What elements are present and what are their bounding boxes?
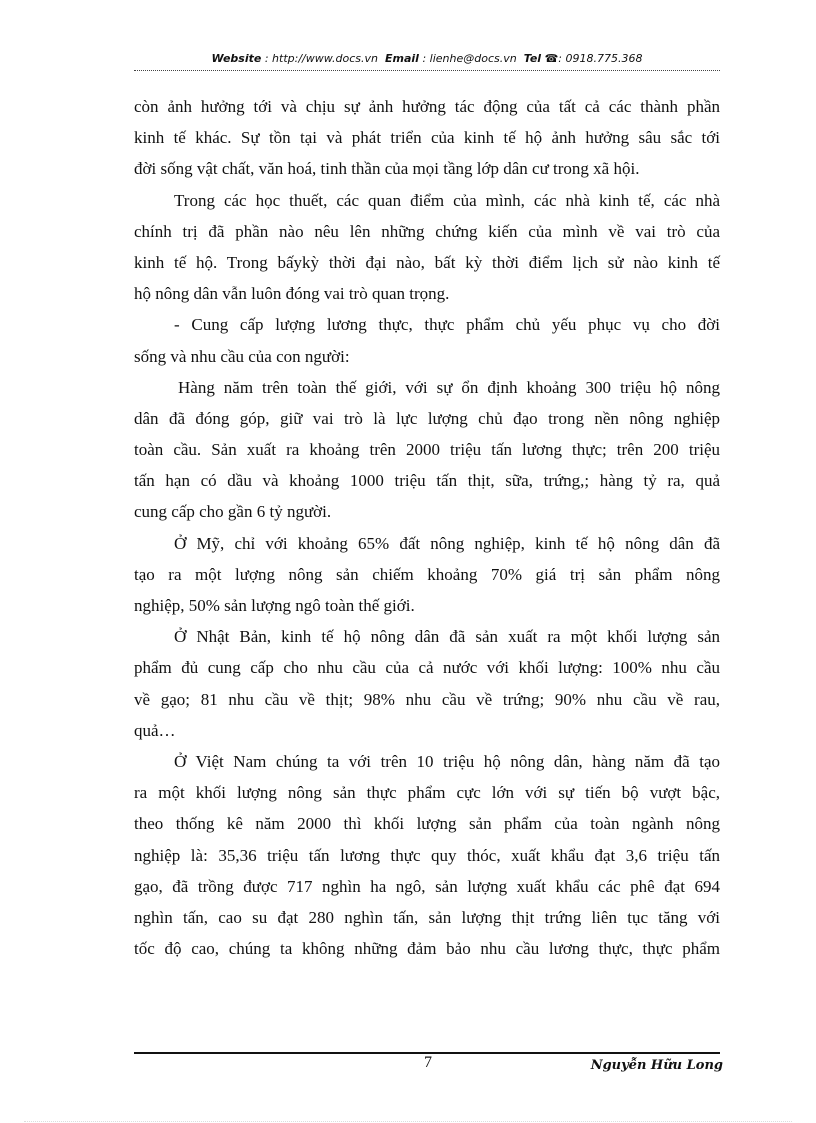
header-divider xyxy=(134,70,720,71)
body-line: nghiệp là: 35,36 triệu tấn lương thực quy thóc, xuất khẩu đạt 3,6 triệu tấn xyxy=(134,845,720,865)
website-label: Website xyxy=(211,52,262,65)
body-line: gạo, đã trồng được 717 nghìn ha ngô, sản lượng xuất khẩu các phê đạt 694 xyxy=(134,876,720,896)
body-line: Ở Mỹ, chỉ với khoảng 65% đất nông nghiệp, kinh tế hộ nông dân đã xyxy=(174,533,720,553)
body-line: đời sống vật chất, văn hoá, tinh thần của mọi tầng lớp dân cư trong xã hội. xyxy=(134,159,640,179)
body-line: nghìn tấn, cao su đạt 280 nghìn tấn, sản lượng thịt trứng liên tục tăng với xyxy=(134,907,720,927)
website-url[interactable]: : http://www.docs.vn xyxy=(264,52,379,65)
body-text xyxy=(134,91,720,964)
body-line: Ở Nhật Bản, kinh tế hộ nông dân đã sản xuất ra một khối lượng sản xyxy=(174,627,720,647)
body-line: còn ảnh hưởng tới và chịu sự ảnh hưởng tác động của tất cả các thành phần xyxy=(134,97,720,116)
body-line: ra một khối lượng nông sản thực phẩm cực lớn với sự tiến bộ vượt bậc, xyxy=(134,783,720,803)
body-line: theo thống kê năm 2000 thì khối lượng sản phẩm của toàn ngành nông xyxy=(134,814,720,834)
phone-icon: ☎ xyxy=(544,52,559,65)
body-line: tốc độ cao, chúng ta không những đảm bảo nhu cầu lương thực, thực phẩm xyxy=(134,939,720,959)
body-line: toàn cầu. Sản xuất ra khoảng trên 2000 triệu tấn lương thực; trên 200 triệu xyxy=(134,440,720,460)
body-line: - Cung cấp lượng lương thực, thực phẩm chủ yếu phục vụ cho đời xyxy=(174,315,720,335)
body-line: dân đã đóng góp, giữ vai trò là lực lượng chủ đạo trong nền nông nghiệp xyxy=(134,408,720,428)
author-name: Nguyễn Hữu Long xyxy=(590,1058,723,1073)
body-line: kinh tế khác. Sự tồn tại và phát triển của kinh tế hộ ảnh hưởng sâu sắc tới xyxy=(134,128,720,148)
email-label: Email xyxy=(385,52,419,65)
email-value[interactable]: : lienhe@docs.vn xyxy=(422,52,517,65)
tel-label: Tel xyxy=(523,52,542,65)
body-line: chính trị đã phần nào nêu lên những chứng kiến của mình về vai trò của xyxy=(134,221,720,241)
body-line: kinh tế hộ. Trong bấykỳ thời đại nào, bất kỳ thời điểm lịch sử nào kinh tế xyxy=(134,252,720,272)
body-line: Trong các học thuết, các quan điểm của mình, các nhà kinh tế, các nhà xyxy=(174,190,720,210)
body-line: hộ nông dân vẫn luôn đóng vai trò quan trọng. xyxy=(134,284,450,304)
page-header xyxy=(134,52,720,65)
tel-value: : 0918.775.368 xyxy=(558,52,643,65)
body-line: Hàng năm trên toàn thế giới, với sự ổn định khoảng 300 triệu hộ nông xyxy=(178,377,720,397)
body-line: cung cấp cho gần 6 tỷ người. xyxy=(134,502,332,522)
page-number: 7 xyxy=(424,1054,432,1071)
body-line: tạo ra một lượng nông sản chiếm khoảng 70% giá trị sản phẩm nông xyxy=(134,564,720,584)
body-line: nghiệp, 50% sản lượng ngô toàn thế giới. xyxy=(134,596,415,615)
body-line: về gạo; 81 nhu cầu về thịt; 98% nhu cầu về trứng; 90% nhu cầu về rau, xyxy=(134,689,720,709)
bottom-dotted-border xyxy=(24,1121,792,1122)
body-line: Ở Việt Nam chúng ta với trên 10 triệu hộ nông dân, hàng năm đã tạo xyxy=(174,751,720,771)
body-line: tấn hạn có dầu và khoảng 1000 triệu tấn thịt, sữa, trứng,; hàng tỷ ra, quả xyxy=(134,471,720,491)
body-line: sống và nhu cầu của con người: xyxy=(134,346,350,366)
body-line: quả… xyxy=(134,720,176,740)
body-line: phẩm đủ cung cấp cho nhu cầu của cả nước với khối lượng: 100% nhu cầu xyxy=(134,658,720,678)
